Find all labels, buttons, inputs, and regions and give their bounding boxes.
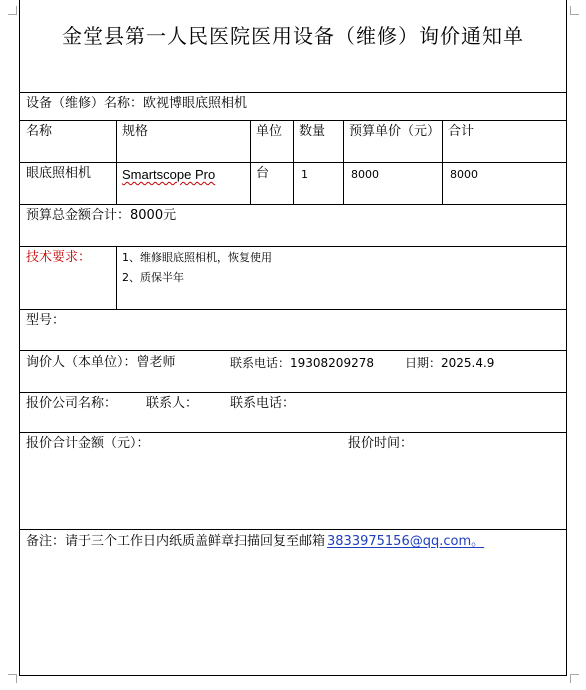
quote-amount-label: 报价合计金额（元）： xyxy=(26,436,150,451)
page-corner-mark xyxy=(8,6,17,15)
table-rule xyxy=(19,92,567,93)
page-corner-mark xyxy=(570,674,579,683)
header-unit: 单位 xyxy=(256,124,283,139)
quote-time-label: 报价时间： xyxy=(348,436,414,451)
tech-requirement-item: 1、维修眼底照相机，恢复使用 xyxy=(122,251,272,264)
tech-requirements-label: 技术要求： xyxy=(26,250,92,265)
table-rule xyxy=(343,120,344,204)
email-link[interactable]: 3833975156@qq.com。 xyxy=(327,534,485,549)
page-corner-mark xyxy=(8,674,17,683)
header-spec: 规格 xyxy=(122,124,149,139)
table-rule xyxy=(19,529,567,530)
table-rule xyxy=(19,350,567,351)
budget-total: 预算总金额合计：8000元 xyxy=(26,208,177,223)
inquiry-date: 日期：2025.4.9 xyxy=(405,356,495,370)
model-label: 型号： xyxy=(26,313,66,328)
cell-qty: 1 xyxy=(301,168,308,181)
quote-company-label: 报价公司名称： xyxy=(26,396,118,411)
table-rule xyxy=(250,120,251,204)
table-rule xyxy=(19,204,567,205)
cell-spec: Smartscope Pro xyxy=(122,167,216,182)
cell-name: 眼底照相机 xyxy=(26,166,92,181)
note-text xyxy=(26,534,484,550)
table-rule xyxy=(442,120,443,204)
tech-requirement-item: 2、质保半年 xyxy=(122,271,184,284)
note-label: 备注：请于三个工作日内纸质盖鲜章扫描回复至邮箱 xyxy=(26,534,326,549)
table-rule xyxy=(19,392,567,393)
cell-unit-price: 8000 xyxy=(351,168,379,181)
page-title: 金堂县第一人民医院医用设备（维修）询价通知单 xyxy=(62,24,524,48)
header-total: 合计 xyxy=(448,124,475,139)
table-rule xyxy=(116,120,117,204)
table-rule xyxy=(116,246,117,309)
cell-unit: 台 xyxy=(256,166,270,181)
table-rule xyxy=(19,246,567,247)
cell-total: 8000 xyxy=(450,168,478,181)
table-rule xyxy=(293,120,294,204)
header-qty: 数量 xyxy=(299,124,326,139)
table-rule xyxy=(19,432,567,433)
page-corner-mark xyxy=(570,6,579,15)
header-name: 名称 xyxy=(26,124,53,139)
quote-phone-label: 联系电话： xyxy=(230,396,296,411)
inquirer-label: 询价人（本单位）：曾老师 xyxy=(26,355,176,370)
table-rule xyxy=(19,309,567,310)
header-unit-price: 预算单价（元） xyxy=(349,124,441,139)
quote-contact-label: 联系人： xyxy=(146,396,199,411)
inquirer-phone: 联系电话：19308209278 xyxy=(230,356,374,370)
device-name: 设备（维修）名称：欧视博眼底照相机 xyxy=(26,96,248,111)
